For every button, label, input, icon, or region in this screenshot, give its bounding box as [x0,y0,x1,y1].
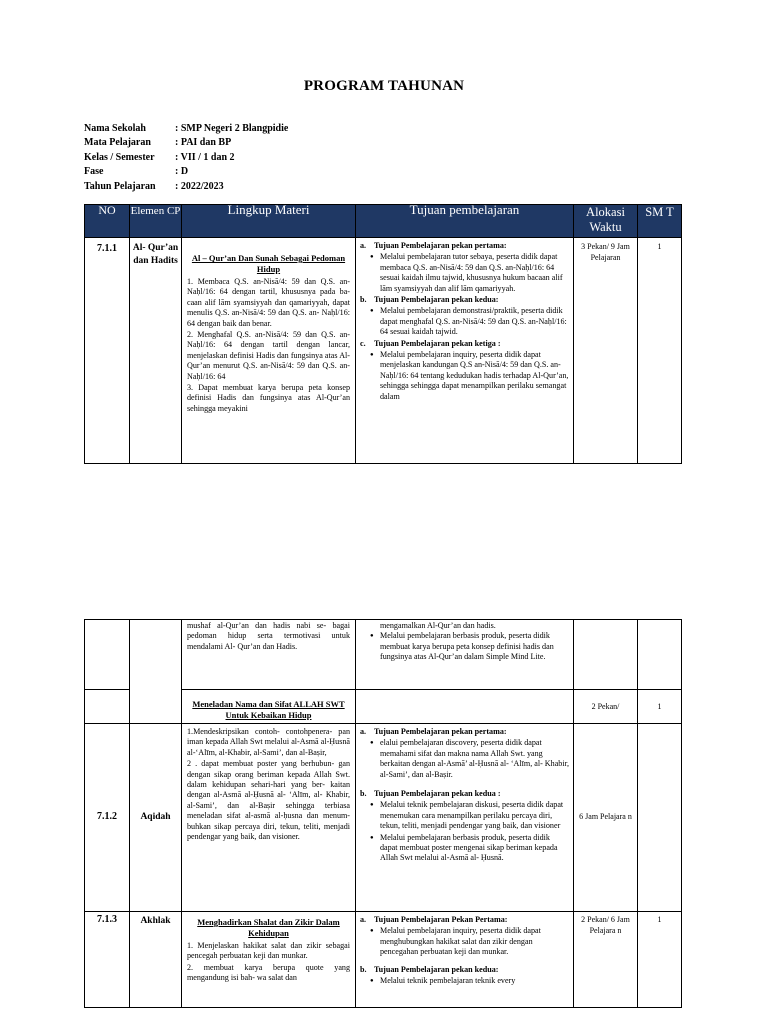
header-no: NO [85,205,130,238]
tujuan-cell [356,724,574,912]
table-row [85,724,682,912]
tujuan-section-title: b. Tujuan Pembelajaran pekan kedua: [360,295,499,305]
meta-row-year: Tahun Pelajaran : 2022/2023 [84,180,224,192]
tujuan-bullet: ● Melalui teknik pembelajaran diskusi, peserta didik dapat menemukan cara menampilkan perilaku percaya diri, tekun, teliti, menjadi pendengar yang baik, dan visioner [360,800,569,831]
tujuan-section-title: c. Tujuan Pembelajaran pekan ketiga : [360,338,501,348]
document-title: PROGRAM TAHUNAN [303,78,465,94]
program-table-page-2 [84,619,682,1008]
materi-item: 1.Mendeskripsikan contoh- contohpenera- pan iman kepada Allah Swt melalui al-Asmā al-Ḥusnā al-‘Alīm, al-Khabir, al-Sami’, dan al-Baṣir, [187,727,350,757]
row-elemen: Al- Qur’an dan Hadits [130,238,182,464]
meta-row-school: Nama Sekolah : SMP Negeri 2 Blangpidie [84,123,289,134]
meta-row-subject: Mata Pelajaran : PAI dan BP [84,137,232,149]
materi-title: Menghadirkan Shalat dan Zikir Dalam Kehidupan [197,917,340,938]
materi-item: 3. Dapat membuat karya berupa peta konsep definisi Hadis dan fungsinya atas Al-Qur’an sehingga meyakini [187,383,350,413]
header-smt: SM T [638,205,682,238]
materi-cell [182,620,356,690]
alokasi-cell [574,620,638,690]
header-tujuan: Tujuan pembelajaran [356,205,574,238]
smt-cell [638,724,682,912]
program-table-page-1 [84,204,682,464]
row-elemen: Akhlak [130,912,182,1008]
table-row [85,238,682,464]
header-alokasi: Alokasi Waktu [574,205,638,238]
tujuan-section-title: a. Tujuan Pembelajaran pekan pertama: [360,727,507,736]
tujuan-cell [356,690,574,724]
tujuan-cell [356,912,574,1008]
materi-item: 2. Menghafal Q.S. an-Nisā/4: 59 dan Q.S. an-Naḥl/16: 64 dengan tartil dengan lancar, menjelaskan definisi Hadis dan fungsinya atas Al-Qur’an menurut Q.S. an-Nisā/4: 59 dan Q.S. an-Naḥl/16: 64 [187,330,350,381]
materi-cell [182,724,356,912]
smt-cell [638,620,682,690]
tujuan-bullet: ● Melalui pembelajaran inquiry, peserta didik dapat menjelaskan kandungan Q.S an-Nisā/4: 59 dan Q.S. an-Naḥl/16: 64 tentang kedudukan hadis terhadap Al-Qur’an, sehingga sehingga dapat menampilkan perilaku semangat dalam [360,350,569,402]
table-header-row [85,205,682,238]
alokasi-cell: 2 Pekan/ [574,690,638,724]
row-number [85,620,130,690]
tujuan-cell [356,620,574,690]
row-elemen [130,620,182,724]
smt-cell: 1 [638,238,682,464]
row-number: 7.1.1 [85,238,130,464]
smt-cell: 1 [638,912,682,1008]
tujuan-bullet: ● Melalui pembelajaran berbasis produk, peserta didik membuat karya berupa peta konsep definisi hadis dan fungsinya atas Al-Qur’an dalam Simple Mind Lite. [360,631,569,662]
row-number: 7.1.2 [85,724,130,912]
tujuan-bullet: ● elalui pembelajaran discovery, peserta didik dapat memahami sifat dan makna nama Allah Swt. yang berkaitan dengan al-Asmā’ al-Ḥusnā al- ‘Alīm, al- Khabir, al-Sami’, dan al-Baṣir. [360,738,569,780]
alokasi-cell: 2 Pekan/ 6 Jam Pelajara n [574,912,638,1008]
tujuan-text: mengamalkan Al-Qur’an dan hadis. [380,621,496,630]
materi-title: Al – Qur’an Dan Sunah Sebagai Pedoman Hidup [191,253,346,274]
materi-item: 2 . dapat membuat poster yang berhubun- gan dengan sikap orang beriman kepada Allah Swt. dalam kehidupan sehari-hari yang ber- kaitan dengan al-Asmā al-Ḥusnā al- ‘Alīm, al- Khabir, al-Sami’, dan al-Baṣir sehingga terbiasa meneladan sifat al-asmā al-ḥusna dan menum- buhkan sikap percaya diri, tekun, teliti, menjadi pendengar yang baik, dan visioner. [187,759,350,842]
materi-item: 2. membuat karya berupa quote yang mengandung isi bah- wa salat dan [187,962,350,983]
materi-item: mushaf al-Qur’an dan hadis nabi se- bagai pedoman hidup serta termotivasi untuk mendalami Al- Qur’an dan Hadis. [187,621,350,651]
tujuan-section-title: b. Tujuan Pembelajaran pekan kedua: [360,964,499,974]
tujuan-bullet: ● Melalui pembelajaran tutor sebaya, peserta didik dapat membaca Q.S. an-Nisā/4: 59 dan Q.S. an-Naḥl/16: 64 sesuai kaidah ilmu tajwid, khususnya hukum bacaan alif lām syamsiyyah dan alif lām qamariyyah. [360,252,569,294]
tujuan-bullet: ● Melalui pembelajaran inquiry, peserta didik dapat menghubungkan hakikat salat dan zikir dengan pencegahan perbuatan keji dan munkar. [360,926,569,957]
tujuan-bullet: ● Melalui pembelajaran demonstrasi/praktik, peserta didik dapat menghafal Q.S. an-Nisā/4: 59 dan Q.S. an-Naḥl/16: 64 sesuai kaidah tajwid. [360,306,569,337]
table-row [85,620,682,690]
tujuan-section-title: a. Tujuan Pembelajaran Pekan Pertama: [360,915,508,924]
materi-item: 1. Membaca Q.S. an-Nisā/4: 59 dan Q.S. an- Naḥl/16: 64 dengan tartil, khususnya pada ba- caan alif lām syamsiyyah dan qamariyyah, dapat menulis Q.S. an-Nisā/4: 59 dan Q.S. an- Naḥl/16: 64 dengan baik dan benar. [187,277,350,328]
alokasi-cell: 3 Pekan/ 9 Jam Pelajaran [574,238,638,464]
materi-cell [182,690,356,724]
meta-row-phase: Fase : D [84,166,189,178]
row-number [85,690,130,724]
tujuan-cell [356,238,574,464]
tujuan-section-title: a. Tujuan Pembelajaran pekan pertama: [360,241,507,250]
materi-item: 1. Menjelaskan hakikat salat dan zikir sebagai pencegah perbuatan keji dan munkar. [187,941,350,961]
row-elemen: Aqidah [130,724,182,912]
tujuan-section-title: b. Tujuan Pembelajaran pekan kedua : [360,789,501,799]
materi-cell [182,238,356,464]
header-elemen: Elemen CP [130,205,182,238]
smt-cell: 1 [638,690,682,724]
header-lingkup: Lingkup Materi [182,205,356,238]
table-row [85,912,682,1008]
tujuan-bullet: ● Melalui teknik pembelajaran teknik every [360,976,569,986]
materi-cell [182,912,356,1008]
meta-row-class: Kelas / Semester : VII / 1 dan 2 [84,151,235,163]
alokasi-cell: 6 Jam Pelajara n [574,724,638,912]
tujuan-bullet: ● Melalui pembelajaran berbasis produk, peserta didik dapat membuat poster mengenai sikap beriman kepada Allah Swt melalui al-Asmā al- Ḥusnā. [360,833,569,864]
school-info [84,122,288,194]
row-number: 7.1.3 [85,912,130,1008]
materi-title: Meneladan Nama dan Sifat ALLAH SWT Untuk Kebaikan Hidup [192,699,345,720]
